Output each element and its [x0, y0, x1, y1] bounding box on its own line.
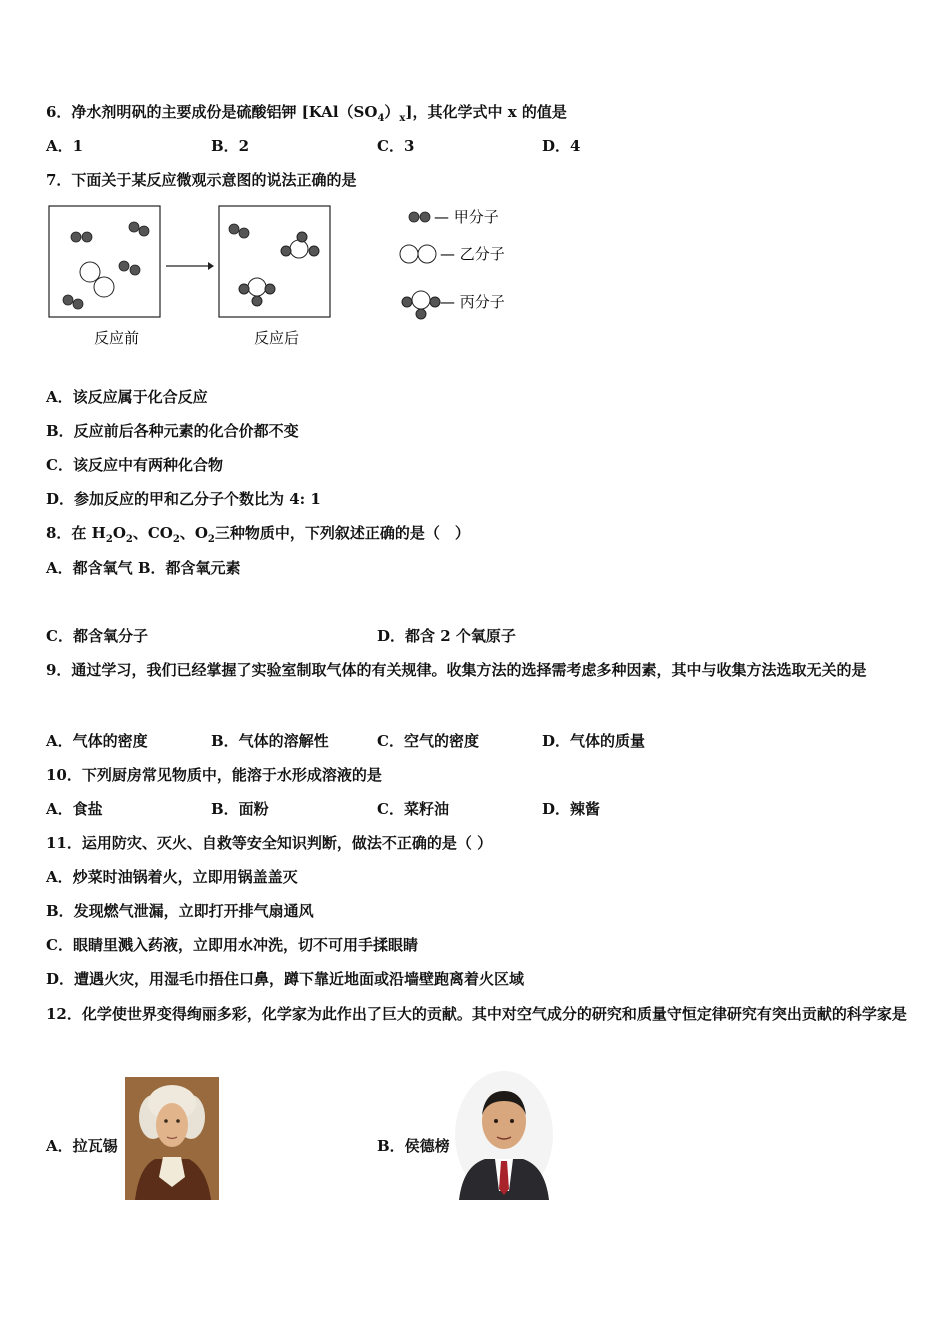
after-dark-molecule: [229, 224, 249, 238]
q10-option-d[interactable]: D．辣酱: [542, 800, 601, 818]
legend-yi-label: — 乙分子: [440, 245, 505, 263]
after-box: [219, 206, 330, 317]
lavoisier-portrait: [125, 1077, 219, 1200]
q8-option-d[interactable]: D．都含 2 个氧原子: [377, 627, 516, 645]
q8-stem: 8．在 $H_2O_2$、$CO_2$、$O_2$三种物质中，下列叙述正确的是（ ）: [46, 524, 470, 545]
q6-option-a[interactable]: A．1: [46, 137, 84, 155]
q7-option-a[interactable]: A．该反应属于化合反应: [46, 388, 208, 406]
legend-jia: [409, 212, 430, 222]
q12-option-a[interactable]: A．拉瓦锡: [46, 1137, 118, 1155]
legend-bing: [402, 291, 440, 319]
q11-option-b[interactable]: B．发现燃气泄漏，立即打开排气扇通风: [46, 902, 314, 920]
q11-option-a[interactable]: A．炒菜时油锅着火，立即用锅盖盖灭: [46, 868, 298, 886]
after-product-1: [281, 232, 319, 258]
legend-yi: [400, 245, 436, 263]
q9-option-d[interactable]: D．气体的质量: [542, 732, 646, 750]
q9-option-a[interactable]: A．气体的密度: [46, 732, 148, 750]
hou-debang-portrait: [455, 1071, 553, 1200]
q12-stem: 12．化学使世界变得绚丽多彩，化学家为此作出了巨大的贡献。其中对空气成分的研究和质量守恒定律研究有突出贡献的科学家是: [46, 1005, 907, 1023]
reaction-diagram: [46, 203, 546, 353]
q6-option-c[interactable]: C．3: [377, 137, 415, 155]
q6-option-d[interactable]: D．4: [542, 137, 581, 155]
q7-option-c[interactable]: C．该反应中有两种化合物: [46, 456, 223, 474]
q10-option-a[interactable]: A．食盐: [46, 800, 103, 818]
q7-stem: 7．下面关于某反应微观示意图的说法正确的是: [46, 171, 357, 189]
after-label: 反应后: [254, 329, 300, 347]
q9-option-b[interactable]: B．气体的溶解性: [211, 732, 329, 750]
legend-bing-label: — 丙分子: [440, 293, 505, 311]
before-white-molecule: [80, 262, 114, 297]
q11-option-d[interactable]: D．遭遇火灾，用湿毛巾捂住口鼻，蹲下靠近地面或沿墙壁跑离着火区域: [46, 970, 525, 988]
q10-option-c[interactable]: C．菜籽油: [377, 800, 449, 818]
q8-option-ab[interactable]: A．都含氧气 B．都含氧元素: [46, 559, 241, 577]
q12-option-b[interactable]: B．侯德榜: [377, 1137, 450, 1155]
q8-option-c[interactable]: C．都含氧分子: [46, 627, 148, 645]
q9-stem: 9．通过学习，我们已经掌握了实验室制取气体的有关规律。收集方法的选择需考虑多种因素，其中与收集方法选取无关的是: [46, 661, 867, 679]
q11-stem: 11．运用防灾、灭火、自救等安全知识判断，做法不正确的是（ ）: [46, 834, 493, 852]
q11-option-c[interactable]: C．眼睛里溅入药液，立即用水冲洗，切不可用手揉眼睛: [46, 936, 418, 954]
q6-option-b[interactable]: B．2: [211, 137, 250, 155]
q10-option-b[interactable]: B．面粉: [211, 800, 269, 818]
after-product-2: [239, 278, 275, 306]
before-label: 反应前: [94, 329, 140, 347]
q9-option-c[interactable]: C．空气的密度: [377, 732, 479, 750]
reaction-diagram-svg: [46, 203, 546, 353]
legend-jia-label: — 甲分子: [434, 208, 499, 226]
q7-option-b[interactable]: B．反应前后各种元素的化合价都不变: [46, 422, 299, 440]
q10-stem: 10．下列厨房常见物质中，能溶于水形成溶液的是: [46, 766, 382, 784]
q7-option-d[interactable]: D．参加反应的甲和乙分子个数比为 4: 1: [46, 490, 321, 508]
q6-stem: 6．净水剂明矾的主要成份是硫酸铝钾 $[KAl(SO_4)_x]$，其化学式中 x 的值是: [46, 103, 567, 124]
